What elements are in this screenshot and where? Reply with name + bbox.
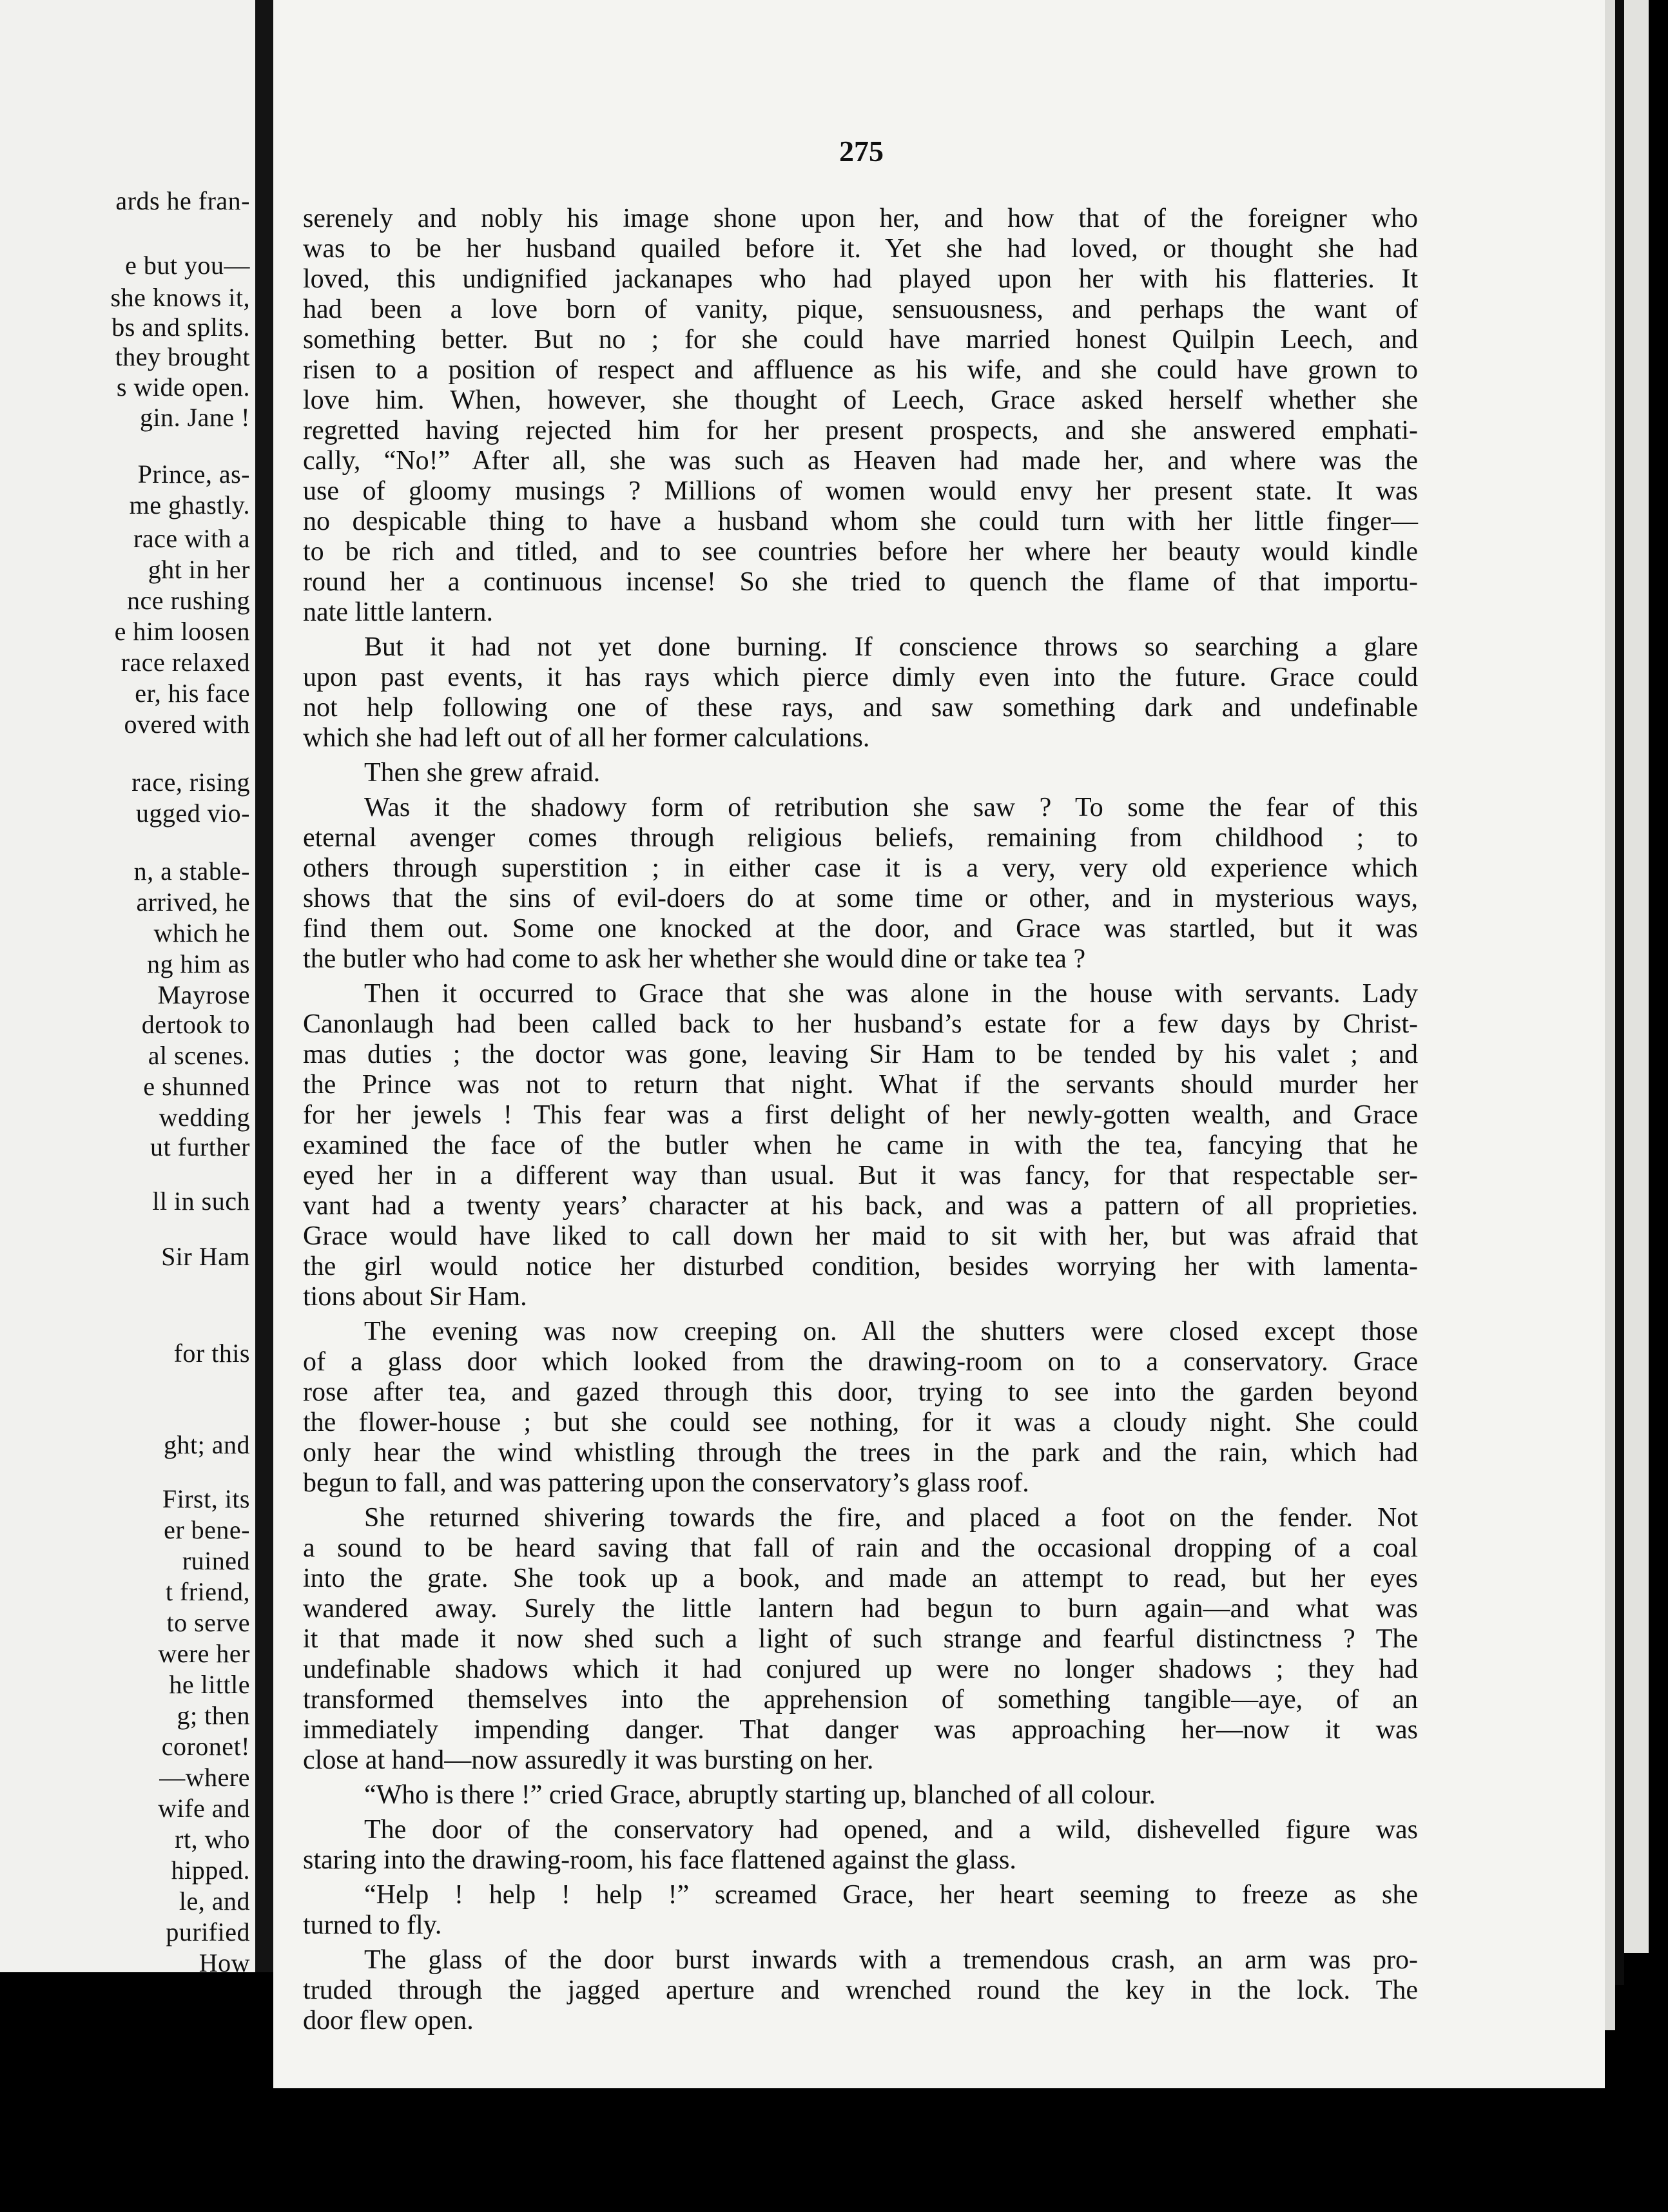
left-page-line: er, his face	[135, 679, 250, 708]
text-line: serenely and nobly his image shone upon her, and how that of the foreigner who	[303, 204, 1418, 233]
page-edge	[1605, 0, 1615, 2030]
text-line: Was it the shadowy form of retribution she saw ? To some the fear of this	[364, 793, 1418, 822]
text-line: risen to a position of respect and affluence as his wife, and she could have grown to	[303, 355, 1418, 385]
text-line: had been a love born of vanity, pique, sensuousness, and perhaps the want of	[303, 295, 1418, 324]
left-page-line: rt, who	[175, 1825, 250, 1854]
left-page-fragment	[0, 0, 255, 1972]
text-line: the butler who had come to ask her whether she would dine or take tea ?	[303, 944, 1086, 974]
left-page-line: purified	[166, 1917, 250, 1946]
text-line: it that made it now shed such a light of such strange and fearful distinctness ? The	[303, 1624, 1418, 1654]
left-page-line: ugged vio-	[135, 799, 250, 828]
text-line: find them out. Some one knocked at the door, and Grace was startled, but it was	[303, 914, 1418, 944]
left-page-line: le, and	[179, 1887, 250, 1916]
left-page-line: al scenes.	[148, 1041, 250, 1070]
page-number: 275	[839, 135, 884, 168]
left-page-line: were her	[158, 1639, 250, 1668]
left-page-line: e but you—	[125, 251, 250, 280]
text-line: of a glass door which looked from the drawing-room on to a conservatory. Grace	[303, 1347, 1418, 1377]
text-line: a sound to be heard saving that fall of rain and the occasional dropping of a coal	[303, 1533, 1418, 1563]
text-line: cally, “No!” After all, she was such as Heaven had made her, and where was the	[303, 446, 1418, 476]
text-line: others through superstition ; in either case it is a very, very old experience which	[303, 853, 1418, 883]
text-line: She returned shivering towards the fire, and placed a foot on the fender. Not	[364, 1503, 1418, 1533]
text-line: nate little lantern.	[303, 597, 494, 627]
text-line: undefinable shadows which it had conjured up were no longer shadows ; they had	[303, 1654, 1418, 1684]
left-page-line: overed with	[124, 710, 250, 739]
left-page-line: which he	[153, 918, 250, 947]
text-line: was to be her husband quailed before it. Yet she had loved, or thought she had	[303, 234, 1418, 264]
left-page-line: e shunned	[143, 1072, 250, 1101]
left-page-line: coronet!	[161, 1732, 250, 1761]
text-line: door flew open.	[303, 2006, 474, 2035]
left-page-line: race relaxed	[121, 648, 250, 677]
left-page-line: dertook to	[141, 1010, 250, 1039]
left-page-line: ards he fran-	[115, 186, 250, 215]
text-line: close at hand—now assuredly it was bursting on her.	[303, 1745, 874, 1775]
text-line: no despicable thing to have a husband whom she could turn with her little finger—	[303, 507, 1418, 536]
text-line: to be rich and titled, and to see countries before her where her beauty would kindle	[303, 537, 1418, 567]
left-page-line: g; then	[177, 1701, 250, 1730]
left-page-line: race with a	[133, 524, 250, 553]
left-page-line: Prince, as-	[137, 460, 250, 489]
text-line: The evening was now creeping on. All the shutters were closed except those	[364, 1317, 1418, 1346]
left-page-line: hipped.	[171, 1856, 250, 1885]
text-line: shows that the sins of evil-doers do at some time or other, and in mysterious ways,	[303, 884, 1418, 913]
left-page-line: ut further	[150, 1132, 250, 1161]
text-line: the Prince was not to return that night. What if the servants should murder her	[303, 1070, 1418, 1100]
left-page-line: n, a stable-	[133, 857, 250, 886]
left-page-line: ght in her	[148, 555, 250, 584]
left-page-line: race, rising	[131, 768, 250, 797]
text-line: not help following one of these rays, and saw something dark and undefinable	[303, 693, 1418, 723]
text-line: But it had not yet done burning. If conscience throws so searching a glare	[364, 632, 1418, 662]
text-line: vant had a twenty years’ character at his back, and was a pattern of all proprieties.	[303, 1191, 1418, 1221]
left-page-line: arrived, he	[136, 888, 250, 917]
text-line: Grace would have liked to call down her maid to sit with her, but was afraid that	[303, 1221, 1418, 1251]
left-page-line: er bene-	[164, 1515, 250, 1544]
left-page-line: Mayrose	[157, 980, 250, 1009]
text-line: only hear the wind whistling through the trees in the park and the rain, which had	[303, 1438, 1418, 1468]
text-line: Canonlaugh had been called back to her husband’s estate for a few days by Christ-	[303, 1009, 1418, 1039]
left-page-line: to serve	[166, 1608, 250, 1637]
left-page-line: ll in such	[152, 1187, 250, 1216]
left-page-line: she knows it,	[110, 283, 250, 312]
left-page-line: nce rushing	[126, 586, 250, 615]
text-line: “Help ! help ! help !” screamed Grace, her heart seeming to freeze as she	[364, 1880, 1418, 1910]
left-page-line: he little	[169, 1670, 250, 1699]
text-line: love him. When, however, she thought of Leech, Grace asked herself whether she	[303, 385, 1418, 415]
text-line: regretted having rejected him for her present prospects, and she answered emphati-	[303, 416, 1418, 445]
text-line: examined the face of the butler when he came in with the tea, fancying that he	[303, 1130, 1418, 1160]
left-page-line: for this	[173, 1339, 250, 1368]
text-line: mas duties ; the doctor was gone, leaving Sir Ham to be tended by his valet ; and	[303, 1040, 1418, 1069]
text-line: something better. But no ; for she could have married honest Quilpin Leech, and	[303, 325, 1418, 354]
left-page-line: How	[199, 1948, 250, 1972]
text-line: the flower-house ; but she could see nothing, for it was a cloudy night. She could	[303, 1408, 1418, 1437]
text-line: “Who is there !” cried Grace, abruptly starting up, blanched of all colour.	[364, 1780, 1156, 1810]
left-page-line: ght; and	[164, 1430, 250, 1459]
text-line: The glass of the door burst inwards with a tremendous crash, an arm was pro-	[364, 1945, 1418, 1975]
left-page-line: wedding	[159, 1103, 250, 1132]
left-page-line: t friend,	[165, 1577, 250, 1606]
left-page-line: me ghastly.	[129, 490, 250, 519]
text-line: tions about Sir Ham.	[303, 1282, 527, 1312]
text-line: into the grate. She took up a book, and made an attempt to read, but her eyes	[303, 1564, 1418, 1593]
text-line: eternal avenger comes through religious beliefs, remaining from childhood ; to	[303, 823, 1418, 853]
text-line: Then she grew afraid.	[364, 758, 601, 788]
left-page-line: —where	[159, 1763, 250, 1792]
left-page-line: bs and splits.	[112, 313, 250, 342]
text-line: rose after tea, and gazed through this door, trying to see into the garden beyond	[303, 1377, 1418, 1407]
book-gutter	[255, 0, 273, 1972]
text-line: truded through the jagged aperture and wrenched round the key in the lock. The	[303, 1975, 1418, 2005]
text-line: upon past events, it has rays which pierce dimly even into the future. Grace could	[303, 663, 1418, 692]
text-line: transformed themselves into the apprehension of something tangible—aye, of an	[303, 1685, 1418, 1714]
text-line: begun to fall, and was pattering upon the conservatory’s glass roof.	[303, 1468, 1029, 1498]
left-page-line: e him loosen	[114, 617, 250, 646]
text-line: Then it occurred to Grace that she was alone in the house with servants. Lady	[364, 979, 1418, 1009]
body-text	[303, 204, 1418, 2036]
page-edge-shadow	[1615, 0, 1624, 1985]
text-line: loved, this undignified jackanapes who had played upon her with his flatteries. It	[303, 264, 1418, 294]
left-page-line: wife and	[158, 1794, 250, 1823]
left-page-line: First, its	[162, 1484, 250, 1513]
left-page-line: s wide open.	[116, 373, 250, 402]
text-line: staring into the drawing-room, his face flattened against the glass.	[303, 1845, 1016, 1875]
text-line: eyed her in a different way than usual. But it was fancy, for that respectable ser-	[303, 1161, 1418, 1190]
page-edge	[1624, 0, 1649, 1953]
text-line: immediately impending danger. That danger was approaching her—now it was	[303, 1715, 1418, 1745]
text-line: which she had left out of all her former calculations.	[303, 723, 870, 753]
left-page-line: they brought	[115, 342, 250, 371]
left-page-line: ruined	[182, 1546, 250, 1575]
text-line: the girl would notice her disturbed condition, besides worrying her with lamenta-	[303, 1252, 1418, 1281]
text-line: wandered away. Surely the little lantern had begun to burn again—and what was	[303, 1594, 1418, 1624]
text-line: turned to fly.	[303, 1910, 442, 1940]
left-page-line: Sir Ham	[161, 1242, 250, 1271]
left-page-line: gin. Jane !	[139, 403, 250, 432]
text-line: The door of the conservatory had opened, and a wild, dishevelled figure was	[364, 1815, 1418, 1845]
text-line: use of gloomy musings ? Millions of women would envy her present state. It was	[303, 476, 1418, 506]
text-line: round her a continuous incense! So she tried to quench the flame of that importu-	[303, 567, 1418, 597]
left-page-line: ng him as	[146, 949, 250, 978]
text-line: for her jewels ! This fear was a first delight of her newly-gotten wealth, and Grace	[303, 1100, 1418, 1130]
